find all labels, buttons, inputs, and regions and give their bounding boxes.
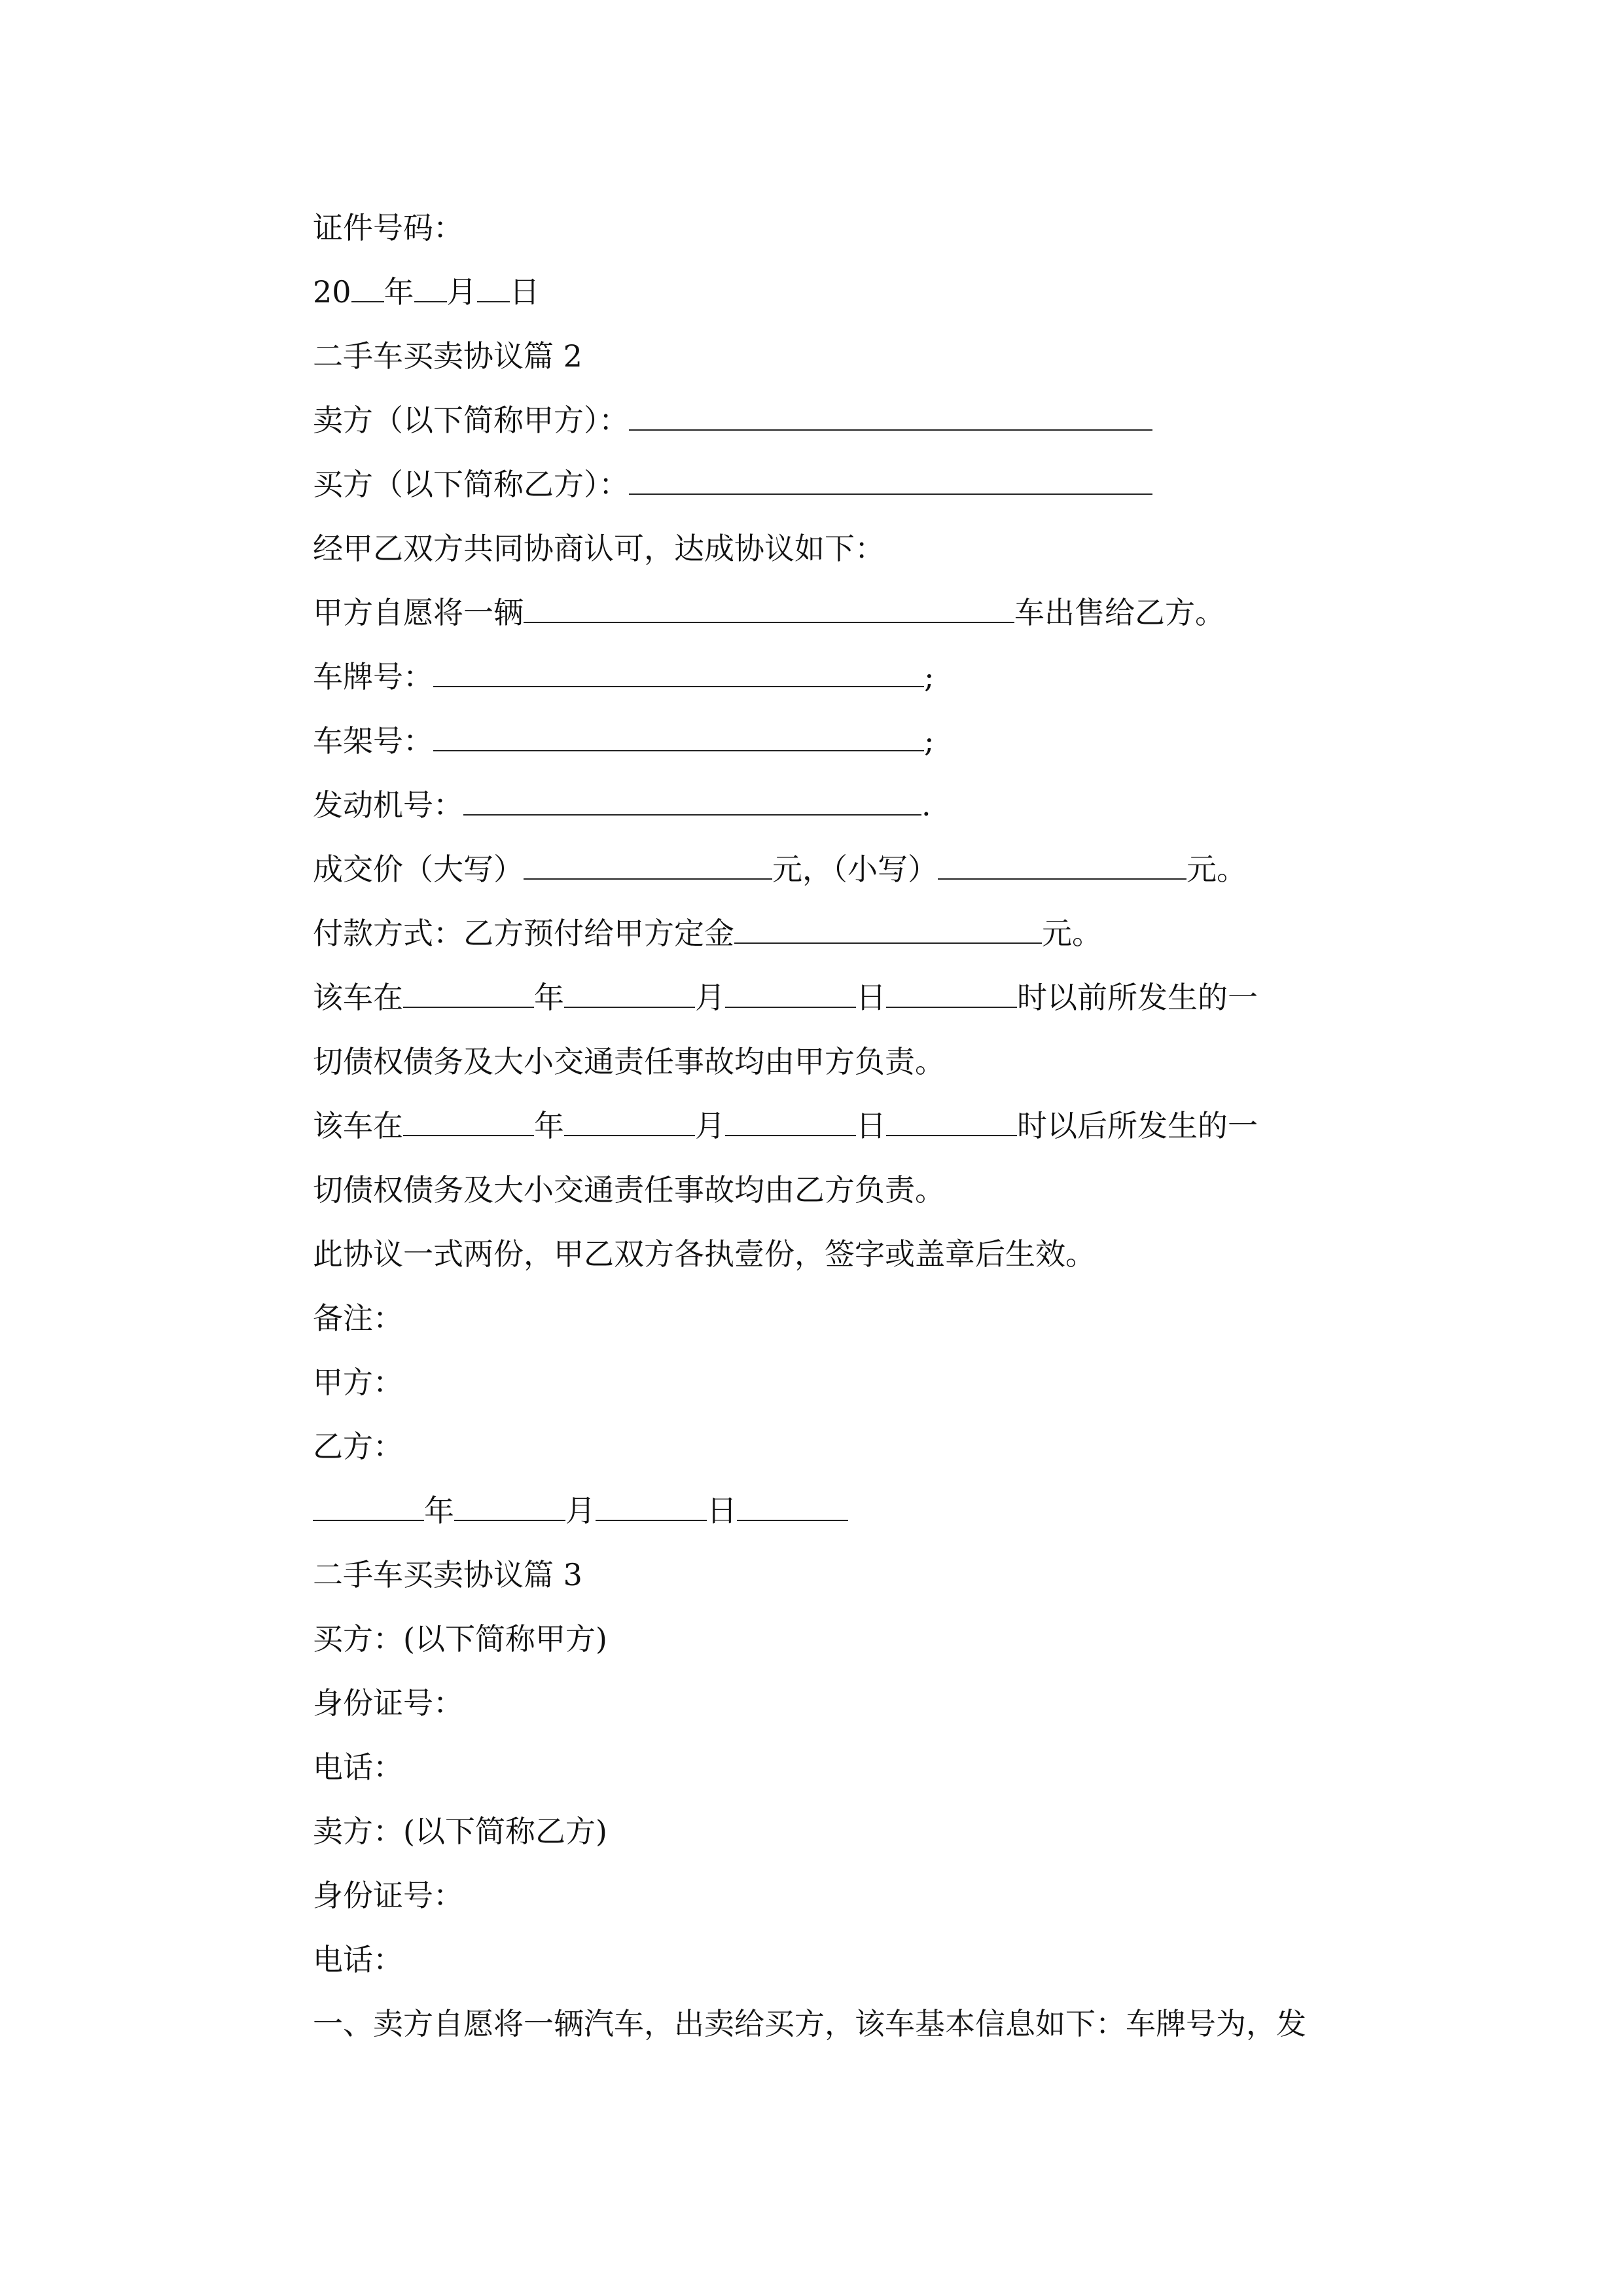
frame-blank[interactable] (433, 721, 924, 751)
before-month-label: 月 (695, 980, 725, 1015)
seller-label: 卖方（以下简称甲方）： (313, 403, 629, 438)
frame-label: 车架号： (313, 723, 433, 759)
sign-extra-blank[interactable] (737, 1491, 848, 1521)
price-lower-blank[interactable] (938, 850, 1186, 880)
price-upper-blank[interactable] (524, 850, 772, 880)
price-lower-label: 元，（小写） (772, 852, 938, 887)
price-upper-label: 成交价（大写） (313, 852, 524, 887)
after-year-label: 年 (534, 1108, 564, 1143)
engine-blank[interactable] (463, 785, 921, 816)
vehicle-blank[interactable] (524, 593, 1014, 623)
party-b-label: 乙方： (313, 1429, 403, 1464)
payment-suffix: 元。 (1042, 916, 1102, 951)
frame-line (313, 721, 935, 761)
remarks-label: 备注： (313, 1300, 403, 1336)
section-title-3: 二手车买卖协议篇 3 (313, 1557, 582, 1592)
price-suffix: 元。 (1186, 852, 1247, 887)
plate-label: 车牌号： (313, 659, 433, 694)
date-line (313, 272, 540, 312)
price-line (313, 850, 1247, 889)
engine-line (313, 785, 931, 825)
sign-year-blank[interactable] (313, 1491, 424, 1521)
plate-suffix: ; (924, 659, 935, 694)
before-suffix: 时以前所发生的一 (1017, 980, 1258, 1015)
after-day-blank[interactable] (725, 1106, 856, 1136)
month-label: 月 (446, 274, 477, 310)
seller-id-label: 身份证号： (313, 1878, 463, 1913)
after-label: 该车在 (313, 1108, 403, 1143)
seller-phone-label: 电话： (313, 1942, 403, 1977)
before-time-line (313, 978, 1258, 1017)
sign-day-label: 日 (707, 1493, 737, 1528)
year-label: 年 (383, 274, 414, 310)
sign-year-label: 年 (424, 1493, 454, 1528)
frame-suffix: ; (924, 723, 935, 759)
year-prefix: 20 (313, 274, 351, 310)
seller-label-3: 卖方：(以下简称乙方) (313, 1814, 607, 1849)
buyer-label: 买方（以下简称乙方）： (313, 467, 629, 502)
sign-month-label: 月 (565, 1493, 596, 1528)
buyer-blank[interactable] (629, 465, 1152, 495)
before-liability: 切债权债务及大小交通责任事故均由甲方负责。 (313, 1044, 945, 1079)
before-label: 该车在 (313, 980, 403, 1015)
vehicle-line (313, 593, 1225, 632)
after-liability: 切债权债务及大小交通责任事故均由乙方负责。 (313, 1172, 945, 1208)
day-blank[interactable] (477, 272, 510, 302)
signing-date-line (313, 1491, 848, 1530)
buyer-id-label: 身份证号： (313, 1685, 463, 1721)
payment-line (313, 914, 1102, 953)
sign-day-blank[interactable] (596, 1491, 707, 1521)
copies-clause: 此协议一式两份，甲乙双方各执壹份，签字或盖章后生效。 (313, 1236, 1096, 1272)
after-month-blank[interactable] (564, 1106, 695, 1136)
buyer-line (313, 465, 1152, 504)
seller-blank[interactable] (629, 401, 1152, 431)
after-time-line (313, 1106, 1258, 1145)
buyer-phone-label: 电话： (313, 1749, 403, 1785)
clause-one: 一、卖方自愿将一辆汽车，出卖给买方，该车基本信息如下：车牌号为，发 (313, 2006, 1306, 2041)
party-a-label: 甲方： (313, 1365, 403, 1400)
agreement-intro: 经甲乙双方共同协商认可，达成协议如下： (313, 531, 885, 566)
before-hour-blank[interactable] (886, 978, 1017, 1008)
after-year-blank[interactable] (403, 1106, 534, 1136)
buyer-label-3: 买方：(以下简称甲方) (313, 1621, 607, 1657)
id-number-label: 证件号码： (313, 210, 463, 245)
deposit-blank[interactable] (734, 914, 1042, 944)
day-label: 日 (509, 274, 540, 310)
engine-suffix: . (921, 787, 931, 823)
plate-line (313, 657, 935, 696)
vehicle-suffix: 车出售给乙方。 (1014, 595, 1225, 630)
vehicle-label: 甲方自愿将一辆 (313, 595, 524, 630)
before-day-blank[interactable] (725, 978, 856, 1008)
payment-label: 付款方式：乙方预付给甲方定金 (313, 916, 734, 951)
after-hour-blank[interactable] (886, 1106, 1017, 1136)
after-suffix: 时以后所发生的一 (1017, 1108, 1258, 1143)
month-blank[interactable] (414, 272, 447, 302)
after-day-label: 日 (856, 1108, 886, 1143)
before-year-label: 年 (534, 980, 564, 1015)
before-year-blank[interactable] (403, 978, 534, 1008)
plate-blank[interactable] (433, 657, 924, 687)
after-month-label: 月 (695, 1108, 725, 1143)
before-month-blank[interactable] (564, 978, 695, 1008)
sign-month-blank[interactable] (454, 1491, 565, 1521)
seller-line (313, 401, 1152, 440)
year-blank[interactable] (351, 272, 384, 302)
engine-label: 发动机号： (313, 787, 463, 823)
section-title-2: 二手车买卖协议篇 2 (313, 338, 582, 374)
before-day-label: 日 (856, 980, 886, 1015)
